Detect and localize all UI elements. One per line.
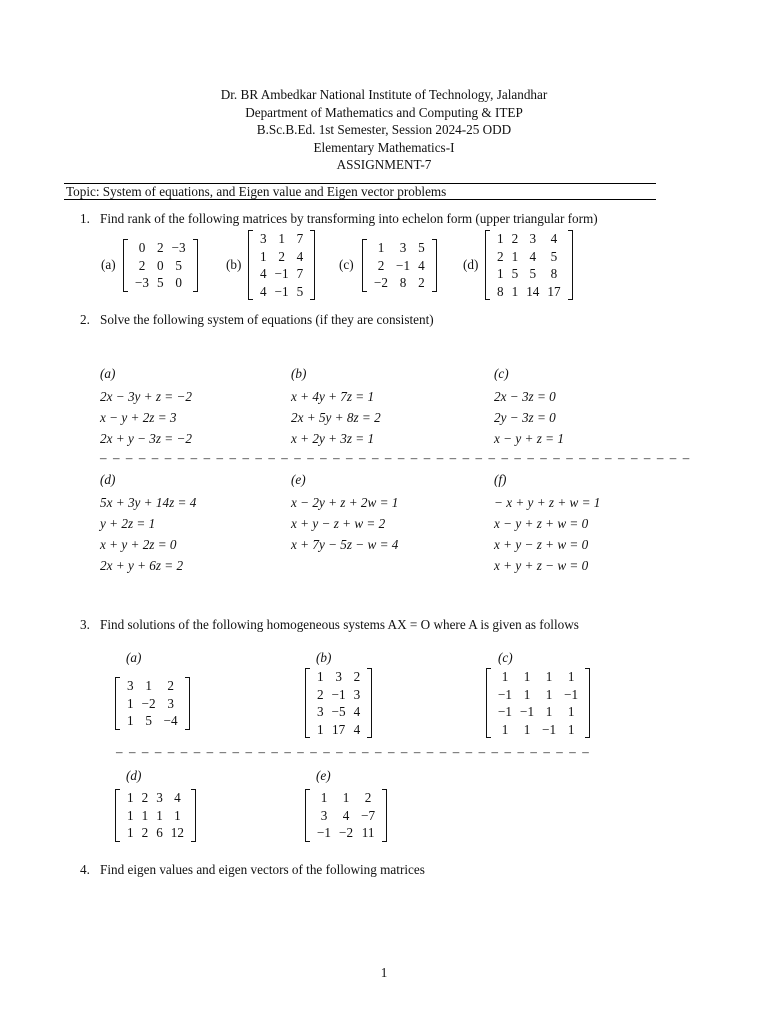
matrix-entry: −7 bbox=[361, 807, 376, 823]
q3-matrix-c bbox=[486, 668, 590, 738]
left-bracket bbox=[115, 789, 120, 842]
q3-matrix-b bbox=[305, 668, 372, 738]
matrix-entry: −1 bbox=[542, 721, 557, 737]
matrix-entry: −2 bbox=[141, 695, 156, 711]
matrix-entry: 1 bbox=[260, 248, 267, 264]
matrix-row bbox=[256, 265, 307, 283]
left-bracket bbox=[123, 239, 128, 292]
matrix-row bbox=[131, 257, 190, 275]
question-text: Find eigen values and eigen vectors of the following matrices bbox=[100, 862, 425, 877]
matrix-entry: 1 bbox=[127, 695, 134, 711]
q3-label-e: (e) bbox=[316, 768, 331, 783]
matrix-entry: 3 bbox=[156, 790, 163, 805]
equation: 2x − 3z = 0 bbox=[494, 389, 556, 404]
matrix-entry: 5 bbox=[418, 240, 425, 255]
matrix-entry: 11 bbox=[361, 825, 375, 840]
matrix-row bbox=[123, 824, 188, 842]
matrix-entry: 5 bbox=[550, 248, 558, 264]
document-header bbox=[0, 86, 768, 174]
matrix-entry: 3 bbox=[320, 807, 328, 823]
equation: x + y + 2z = 0 bbox=[100, 537, 177, 552]
q3-label-c: (c) bbox=[498, 650, 513, 665]
matrix-entry: 2 bbox=[317, 686, 324, 702]
system-b bbox=[291, 366, 381, 449]
right-bracket bbox=[367, 668, 372, 738]
matrix-entry: 4 bbox=[260, 266, 267, 281]
matrix-entry: −1 bbox=[498, 686, 513, 702]
matrix-row bbox=[256, 230, 307, 248]
equation: x − y + z = 1 bbox=[494, 431, 564, 446]
q1-label-d: (d) bbox=[463, 257, 479, 272]
question-text: Solve the following system of equations (if they are consistent) bbox=[100, 312, 434, 327]
matrix-entry: −2 bbox=[339, 825, 354, 840]
system-c bbox=[494, 366, 564, 449]
matrix-entry: 7 bbox=[296, 266, 304, 281]
matrix-entry: 2 bbox=[418, 275, 425, 290]
matrix-entry: 1 bbox=[545, 686, 553, 702]
matrix-entry: 2 bbox=[377, 257, 385, 273]
q3-label-a: (a) bbox=[126, 650, 142, 665]
matrix-row bbox=[370, 239, 429, 257]
question-3 bbox=[80, 617, 579, 633]
matrix-row bbox=[123, 695, 182, 713]
right-bracket bbox=[185, 677, 190, 730]
matrix-entry: 1 bbox=[342, 790, 350, 805]
matrix-entry: −1 bbox=[274, 266, 289, 281]
department-name: Department of Mathematics and Computing & ITEP bbox=[245, 104, 523, 120]
matrix-entries bbox=[123, 677, 182, 730]
matrix-row bbox=[494, 721, 582, 739]
matrix-entry: 1 bbox=[377, 240, 385, 255]
matrix-entry: 14 bbox=[526, 283, 540, 299]
matrix-entry: 2 bbox=[278, 248, 285, 264]
matrix-row bbox=[493, 265, 565, 283]
matrix-entry: −4 bbox=[163, 713, 178, 728]
matrix-entry: −1 bbox=[274, 283, 289, 299]
equation: x − y + z + w = 0 bbox=[494, 516, 589, 531]
matrix-entry: 2 bbox=[157, 240, 164, 255]
matrix-entry: 3 bbox=[529, 231, 537, 246]
question-4 bbox=[80, 862, 425, 878]
matrix-row bbox=[493, 283, 565, 301]
matrix-entry: 1 bbox=[497, 266, 504, 281]
q3-label-b: (b) bbox=[316, 650, 332, 665]
matrix-entry: −1 bbox=[331, 686, 346, 702]
equation: x − y + 2z = 3 bbox=[100, 410, 177, 425]
matrix-entry: 4 bbox=[174, 790, 181, 805]
matrix-entry: 5 bbox=[511, 266, 519, 281]
matrix-entries bbox=[313, 789, 379, 842]
matrix-row bbox=[370, 257, 429, 275]
system-label: (f) bbox=[494, 472, 507, 487]
left-bracket bbox=[115, 677, 120, 730]
matrix-entry: 3 bbox=[399, 240, 407, 255]
matrix-entry: 1 bbox=[317, 721, 324, 737]
q1-matrix-d bbox=[485, 230, 573, 300]
equation: x + 2y + 3z = 1 bbox=[291, 431, 375, 446]
q1-matrix-c bbox=[362, 239, 437, 292]
system-label: (c) bbox=[494, 366, 509, 381]
left-bracket bbox=[305, 668, 310, 738]
equation: x − 2y + z + 2w = 1 bbox=[291, 495, 399, 510]
matrix-row bbox=[123, 677, 182, 695]
matrix-entry: 0 bbox=[157, 257, 164, 273]
matrix-entry: −1 bbox=[520, 704, 535, 719]
right-bracket bbox=[382, 789, 387, 842]
system-d bbox=[100, 472, 196, 576]
system-label: (a) bbox=[100, 366, 116, 381]
equation: 2x + y + 6z = 2 bbox=[100, 558, 184, 573]
matrix-entries bbox=[131, 239, 190, 292]
equation: x + y + z − w = 0 bbox=[494, 558, 589, 573]
assignment-title: ASSIGNMENT-7 bbox=[336, 157, 432, 172]
course-name: Elementary Mathematics-I bbox=[313, 139, 455, 155]
matrix-entry: 1 bbox=[127, 713, 134, 728]
matrix-entry: 5 bbox=[157, 275, 164, 290]
matrix-entry: 5 bbox=[145, 713, 152, 728]
matrix-row bbox=[370, 274, 429, 292]
matrix-entry: −3 bbox=[171, 240, 186, 255]
equation: x + 7y − 5z − w = 4 bbox=[291, 537, 399, 552]
matrix-row bbox=[256, 248, 307, 266]
matrix-entry: −2 bbox=[374, 275, 389, 290]
matrix-entry: 4 bbox=[342, 807, 350, 823]
matrix-entry: 17 bbox=[547, 283, 561, 299]
matrix-entry: 1 bbox=[127, 825, 134, 840]
matrix-entry: 1 bbox=[511, 283, 519, 299]
matrix-entries bbox=[370, 239, 429, 292]
institute-name: Dr. BR Ambedkar National Institute of Technology, Jalandhar bbox=[220, 87, 548, 102]
q1-matrix-b bbox=[248, 230, 315, 300]
matrix-entry: 1 bbox=[567, 669, 575, 684]
matrix-row bbox=[313, 789, 379, 807]
matrix-entry: 4 bbox=[550, 231, 558, 246]
question-number: 2. bbox=[80, 312, 90, 327]
topic-line: Topic: System of equations, and Eigen value and Eigen vector problems bbox=[64, 183, 656, 200]
q3-matrix-e bbox=[305, 789, 387, 842]
matrix-entry: 3 bbox=[260, 231, 267, 246]
system-a bbox=[100, 366, 192, 449]
separator-line: – – – – – – – – – – – – – – – – – – – – – – – – – – – – – – – – – – – – – – – – – – – – – – bbox=[100, 450, 691, 465]
equation: 2x − 3y + z = −2 bbox=[100, 389, 192, 404]
system-label: (d) bbox=[100, 472, 116, 487]
matrix-row bbox=[493, 248, 565, 266]
q1-matrix-a bbox=[123, 239, 198, 292]
left-bracket bbox=[486, 668, 491, 738]
matrix-entry: 4 bbox=[260, 283, 267, 299]
matrix-entry: −1 bbox=[564, 686, 579, 702]
right-bracket bbox=[310, 230, 315, 300]
matrix-entry: 1 bbox=[156, 807, 163, 823]
left-bracket bbox=[485, 230, 490, 300]
q3-matrix-a bbox=[115, 677, 190, 730]
matrix-entry: 5 bbox=[175, 257, 182, 273]
system-label: (e) bbox=[291, 472, 306, 487]
matrix-entry: 8 bbox=[550, 266, 558, 281]
separator-line: – – – – – – – – – – – – – – – – – – – – – – – – – – – – – – – – – – – – – bbox=[116, 744, 591, 759]
question-number: 4. bbox=[80, 862, 90, 877]
matrix-entries bbox=[256, 230, 307, 300]
q1-label-c: (c) bbox=[339, 257, 354, 272]
matrix-row bbox=[494, 686, 582, 704]
equation: − x + y + z + w = 1 bbox=[494, 495, 601, 510]
matrix-entry: 7 bbox=[296, 231, 304, 246]
matrix-entries bbox=[494, 668, 582, 738]
matrix-row bbox=[123, 712, 182, 730]
matrix-entry: 1 bbox=[501, 721, 509, 737]
matrix-entry: 1 bbox=[545, 704, 553, 719]
question-text: Find rank of the following matrices by transforming into echelon form (upper triangular form) bbox=[100, 211, 598, 226]
matrix-entry: 12 bbox=[170, 825, 184, 840]
question-number: 3. bbox=[80, 617, 90, 632]
matrix-entry: 1 bbox=[567, 704, 575, 719]
matrix-entry: 5 bbox=[296, 283, 304, 299]
matrix-row bbox=[131, 274, 190, 292]
matrix-entries bbox=[493, 230, 565, 300]
matrix-entry: 1 bbox=[523, 686, 531, 702]
q3-matrix-d bbox=[115, 789, 196, 842]
matrix-entry: 3 bbox=[127, 678, 134, 693]
matrix-entry: 1 bbox=[317, 669, 324, 684]
system-f bbox=[494, 472, 600, 576]
matrix-entry: 17 bbox=[332, 721, 346, 737]
matrix-entry: 1 bbox=[523, 721, 531, 737]
matrix-row bbox=[313, 721, 364, 739]
matrix-entry: 2 bbox=[353, 669, 361, 684]
matrix-entry: 8 bbox=[399, 275, 407, 290]
matrix-entry: 0 bbox=[175, 275, 182, 290]
matrix-entry: 2 bbox=[497, 248, 504, 264]
matrix-entry: 4 bbox=[353, 704, 361, 719]
matrix-entry: 0 bbox=[138, 240, 146, 255]
matrix-row bbox=[131, 239, 190, 257]
matrix-row bbox=[313, 824, 379, 842]
matrix-row bbox=[493, 230, 565, 248]
matrix-entry: 3 bbox=[335, 669, 342, 684]
question-text: Find solutions of the following homogeneous systems AX = O where A is given as follows bbox=[100, 617, 579, 632]
matrix-row bbox=[494, 703, 582, 721]
left-bracket bbox=[362, 239, 367, 292]
right-bracket bbox=[191, 789, 196, 842]
matrix-entry: 3 bbox=[167, 695, 174, 711]
matrix-entry: 1 bbox=[145, 678, 152, 693]
q1-label-b: (b) bbox=[226, 257, 242, 272]
matrix-entry: 3 bbox=[353, 686, 361, 702]
matrix-entry: 2 bbox=[138, 257, 146, 273]
right-bracket bbox=[585, 668, 590, 738]
matrix-entry: −3 bbox=[135, 275, 150, 290]
matrix-entry: 1 bbox=[127, 790, 134, 805]
matrix-entries bbox=[313, 668, 364, 738]
matrix-entry: 5 bbox=[529, 266, 537, 281]
equation: x + y − z + w = 2 bbox=[291, 516, 386, 531]
left-bracket bbox=[248, 230, 253, 300]
matrix-entry: 4 bbox=[353, 721, 361, 737]
system-label: (b) bbox=[291, 366, 307, 381]
matrix-entry: 1 bbox=[497, 231, 504, 246]
matrix-entry: 2 bbox=[141, 825, 149, 840]
page-number: 1 bbox=[380, 965, 388, 980]
matrix-row bbox=[313, 686, 364, 704]
equation: 5x + 3y + 14z = 4 bbox=[100, 495, 197, 510]
matrix-row bbox=[313, 668, 364, 686]
matrix-entry: 2 bbox=[364, 790, 372, 805]
matrix-entries bbox=[123, 789, 188, 842]
matrix-entry: −1 bbox=[498, 704, 513, 719]
equation: x + y − z + w = 0 bbox=[494, 537, 589, 552]
matrix-row bbox=[313, 807, 379, 825]
question-1 bbox=[80, 211, 598, 227]
equation: 2y − 3z = 0 bbox=[494, 410, 556, 425]
program-session: B.Sc.B.Ed. 1st Semester, Session 2024-25 ODD bbox=[256, 122, 512, 137]
matrix-entry: 1 bbox=[545, 669, 553, 684]
matrix-entry: 1 bbox=[320, 790, 328, 805]
matrix-entry: 8 bbox=[497, 283, 504, 299]
matrix-entry: 1 bbox=[567, 721, 575, 737]
system-e bbox=[291, 472, 398, 555]
equation: x + 4y + 7z = 1 bbox=[291, 389, 375, 404]
matrix-entry: 1 bbox=[511, 248, 519, 264]
equation: 2x + y − 3z = −2 bbox=[100, 431, 192, 446]
matrix-entry: −1 bbox=[317, 825, 332, 840]
matrix-entry: 3 bbox=[317, 704, 324, 719]
q3-label-d: (d) bbox=[126, 768, 142, 783]
matrix-entry: 1 bbox=[523, 669, 531, 684]
matrix-row bbox=[123, 789, 188, 807]
matrix-entry: 2 bbox=[511, 231, 519, 246]
matrix-entry: 1 bbox=[141, 807, 149, 823]
matrix-entry: −1 bbox=[396, 257, 411, 273]
matrix-row bbox=[256, 283, 307, 301]
question-number: 1. bbox=[80, 211, 90, 226]
matrix-entry: 1 bbox=[174, 807, 181, 823]
matrix-entry: 2 bbox=[167, 678, 174, 693]
right-bracket bbox=[193, 239, 198, 292]
matrix-row bbox=[313, 703, 364, 721]
right-bracket bbox=[568, 230, 573, 300]
matrix-entry: 4 bbox=[418, 257, 425, 273]
matrix-entry: 6 bbox=[156, 825, 163, 840]
matrix-entry: 1 bbox=[501, 669, 509, 684]
q1-label-a: (a) bbox=[101, 257, 116, 272]
question-2 bbox=[80, 312, 434, 328]
matrix-entry: 4 bbox=[529, 248, 537, 264]
equation: 2x + 5y + 8z = 2 bbox=[291, 410, 381, 425]
matrix-entry: 2 bbox=[141, 790, 149, 805]
matrix-entry: 1 bbox=[127, 807, 134, 823]
matrix-entry: 4 bbox=[296, 248, 304, 264]
matrix-entry: −5 bbox=[331, 704, 346, 719]
matrix-entry: 1 bbox=[278, 231, 285, 246]
matrix-row bbox=[123, 807, 188, 825]
left-bracket bbox=[305, 789, 310, 842]
equation: y + 2z = 1 bbox=[100, 516, 156, 531]
matrix-row bbox=[494, 668, 582, 686]
right-bracket bbox=[432, 239, 437, 292]
